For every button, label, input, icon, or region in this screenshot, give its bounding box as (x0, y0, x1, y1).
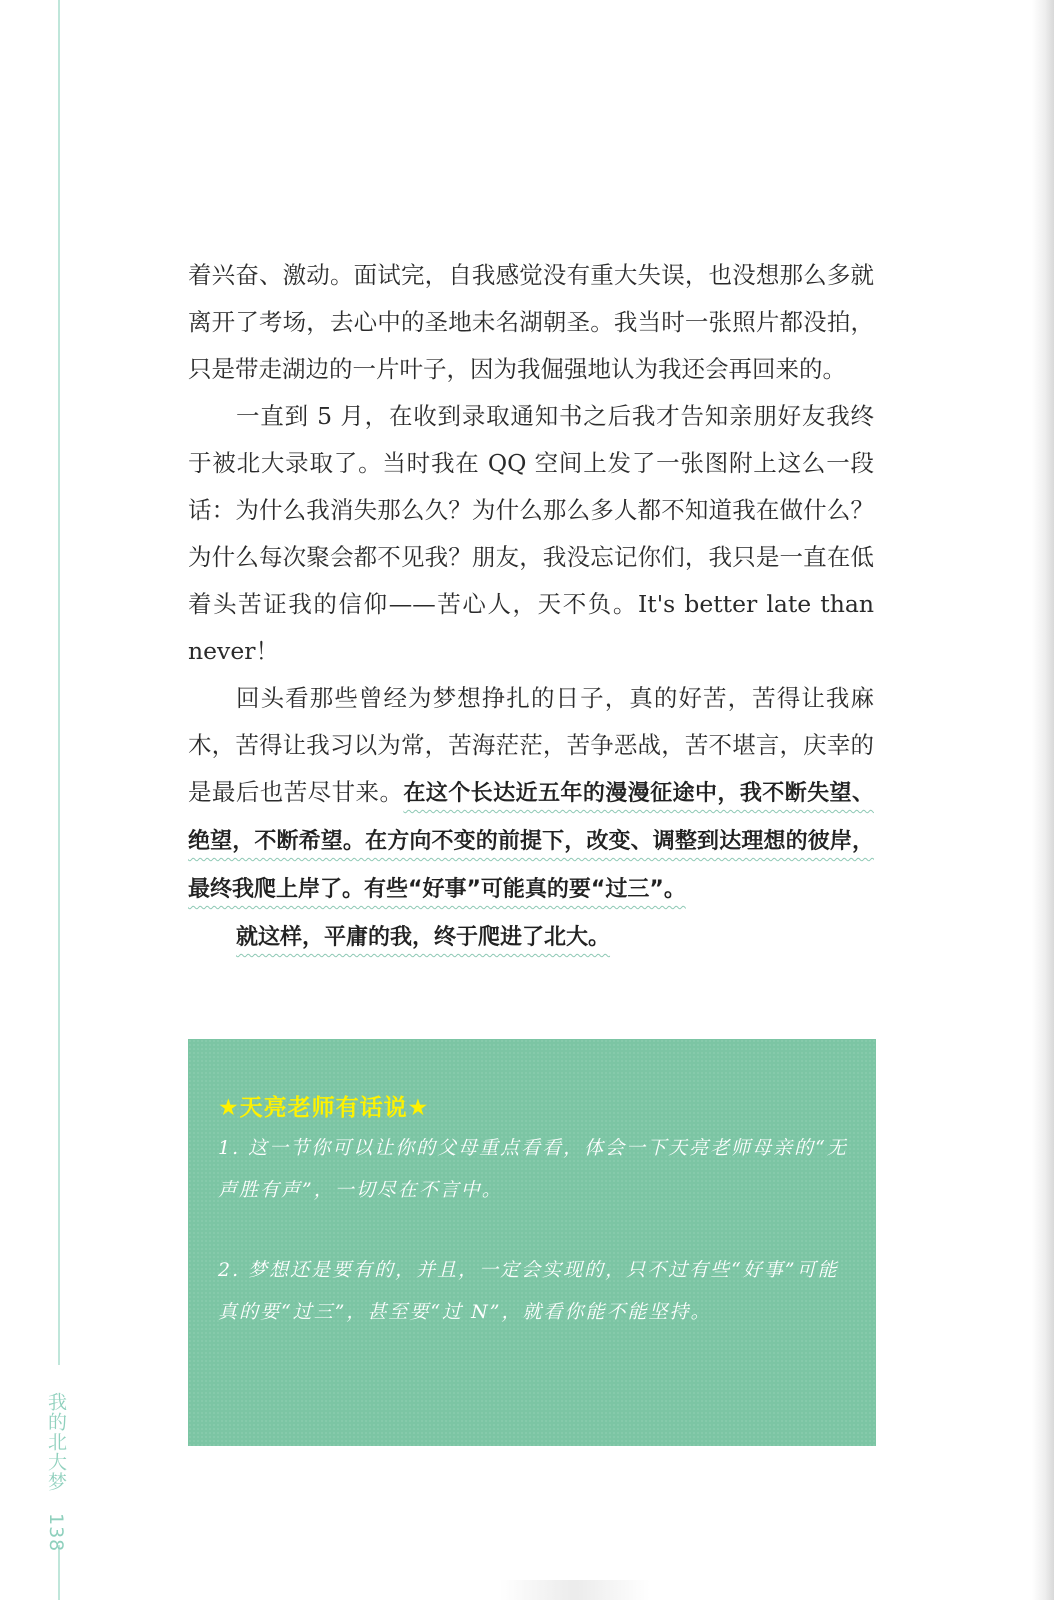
page-number: 138 (45, 1513, 67, 1553)
tip-item-1: 1. 这一节你可以让你的父母重点看看，体会一下天亮老师母亲的“无声胜有声”，一切尽在不言中。 (218, 1137, 848, 1201)
tip-box-title: ★天亮老师有话说★ (218, 1095, 430, 1121)
margin-rule (58, 0, 60, 1365)
paragraph-3-text: 回头看那些曾经为梦想挣扎的日子，真的好苦，苦得让我麻木，苦得让我习以为常，苦海茫茫，苦争恶战，苦不堪言，庆幸的是最后也苦尽甘来。 (188, 684, 874, 806)
book-title: 我的北大梦 (45, 1392, 67, 1492)
scan-artifact (500, 1580, 650, 1600)
page-edge-shadow (1032, 0, 1054, 1600)
running-footer (45, 1392, 70, 1553)
teacher-tip-box (188, 1039, 876, 1446)
paragraph-3 (188, 675, 874, 913)
paragraph-2: 一直到 5 月，在收到录取通知书之后我才告知亲朋好友我终于被北大录取了。当时我在 QQ 空间上发了一张图附上这么一段话：为什么我消失那么久？为什么那么多人都不知道我在做什么？为什么每次聚会都不见我？朋友，我没忘记你们，我只是一直在低着头苦证我的信仰——苦心人，天不负。It's better late than never！ (188, 402, 874, 665)
paragraph-1: 着兴奋、激动。面试完，自我感觉没有重大失误，也没想那么多就离开了考场，去心中的圣地未名湖朝圣。我当时一张照片都没拍，只是带走湖边的一片叶子，因为我倔强地认为我还会再回来的。 (188, 261, 874, 383)
tip-item-2: 2. 梦想还是要有的，并且，一定会实现的，只不过有些“好事”可能真的要“过三”，甚至要“过 N”，就看你能不能坚持。 (218, 1259, 839, 1323)
highlighted-conclusion: 就这样，平庸的我，终于爬进了北大。 (236, 925, 611, 950)
margin-rule-bottom (58, 1545, 60, 1600)
body-text (188, 252, 874, 961)
paragraph-4 (188, 913, 874, 961)
highlighted-passage: 在这个长达近五年的漫漫征途中，我不断失望、绝望，不断希望。在方向不变的前提下，改变、调整到达理想的彼岸，最终我爬上岸了。有些“好事”可能真的要“过三”。 (188, 781, 874, 902)
